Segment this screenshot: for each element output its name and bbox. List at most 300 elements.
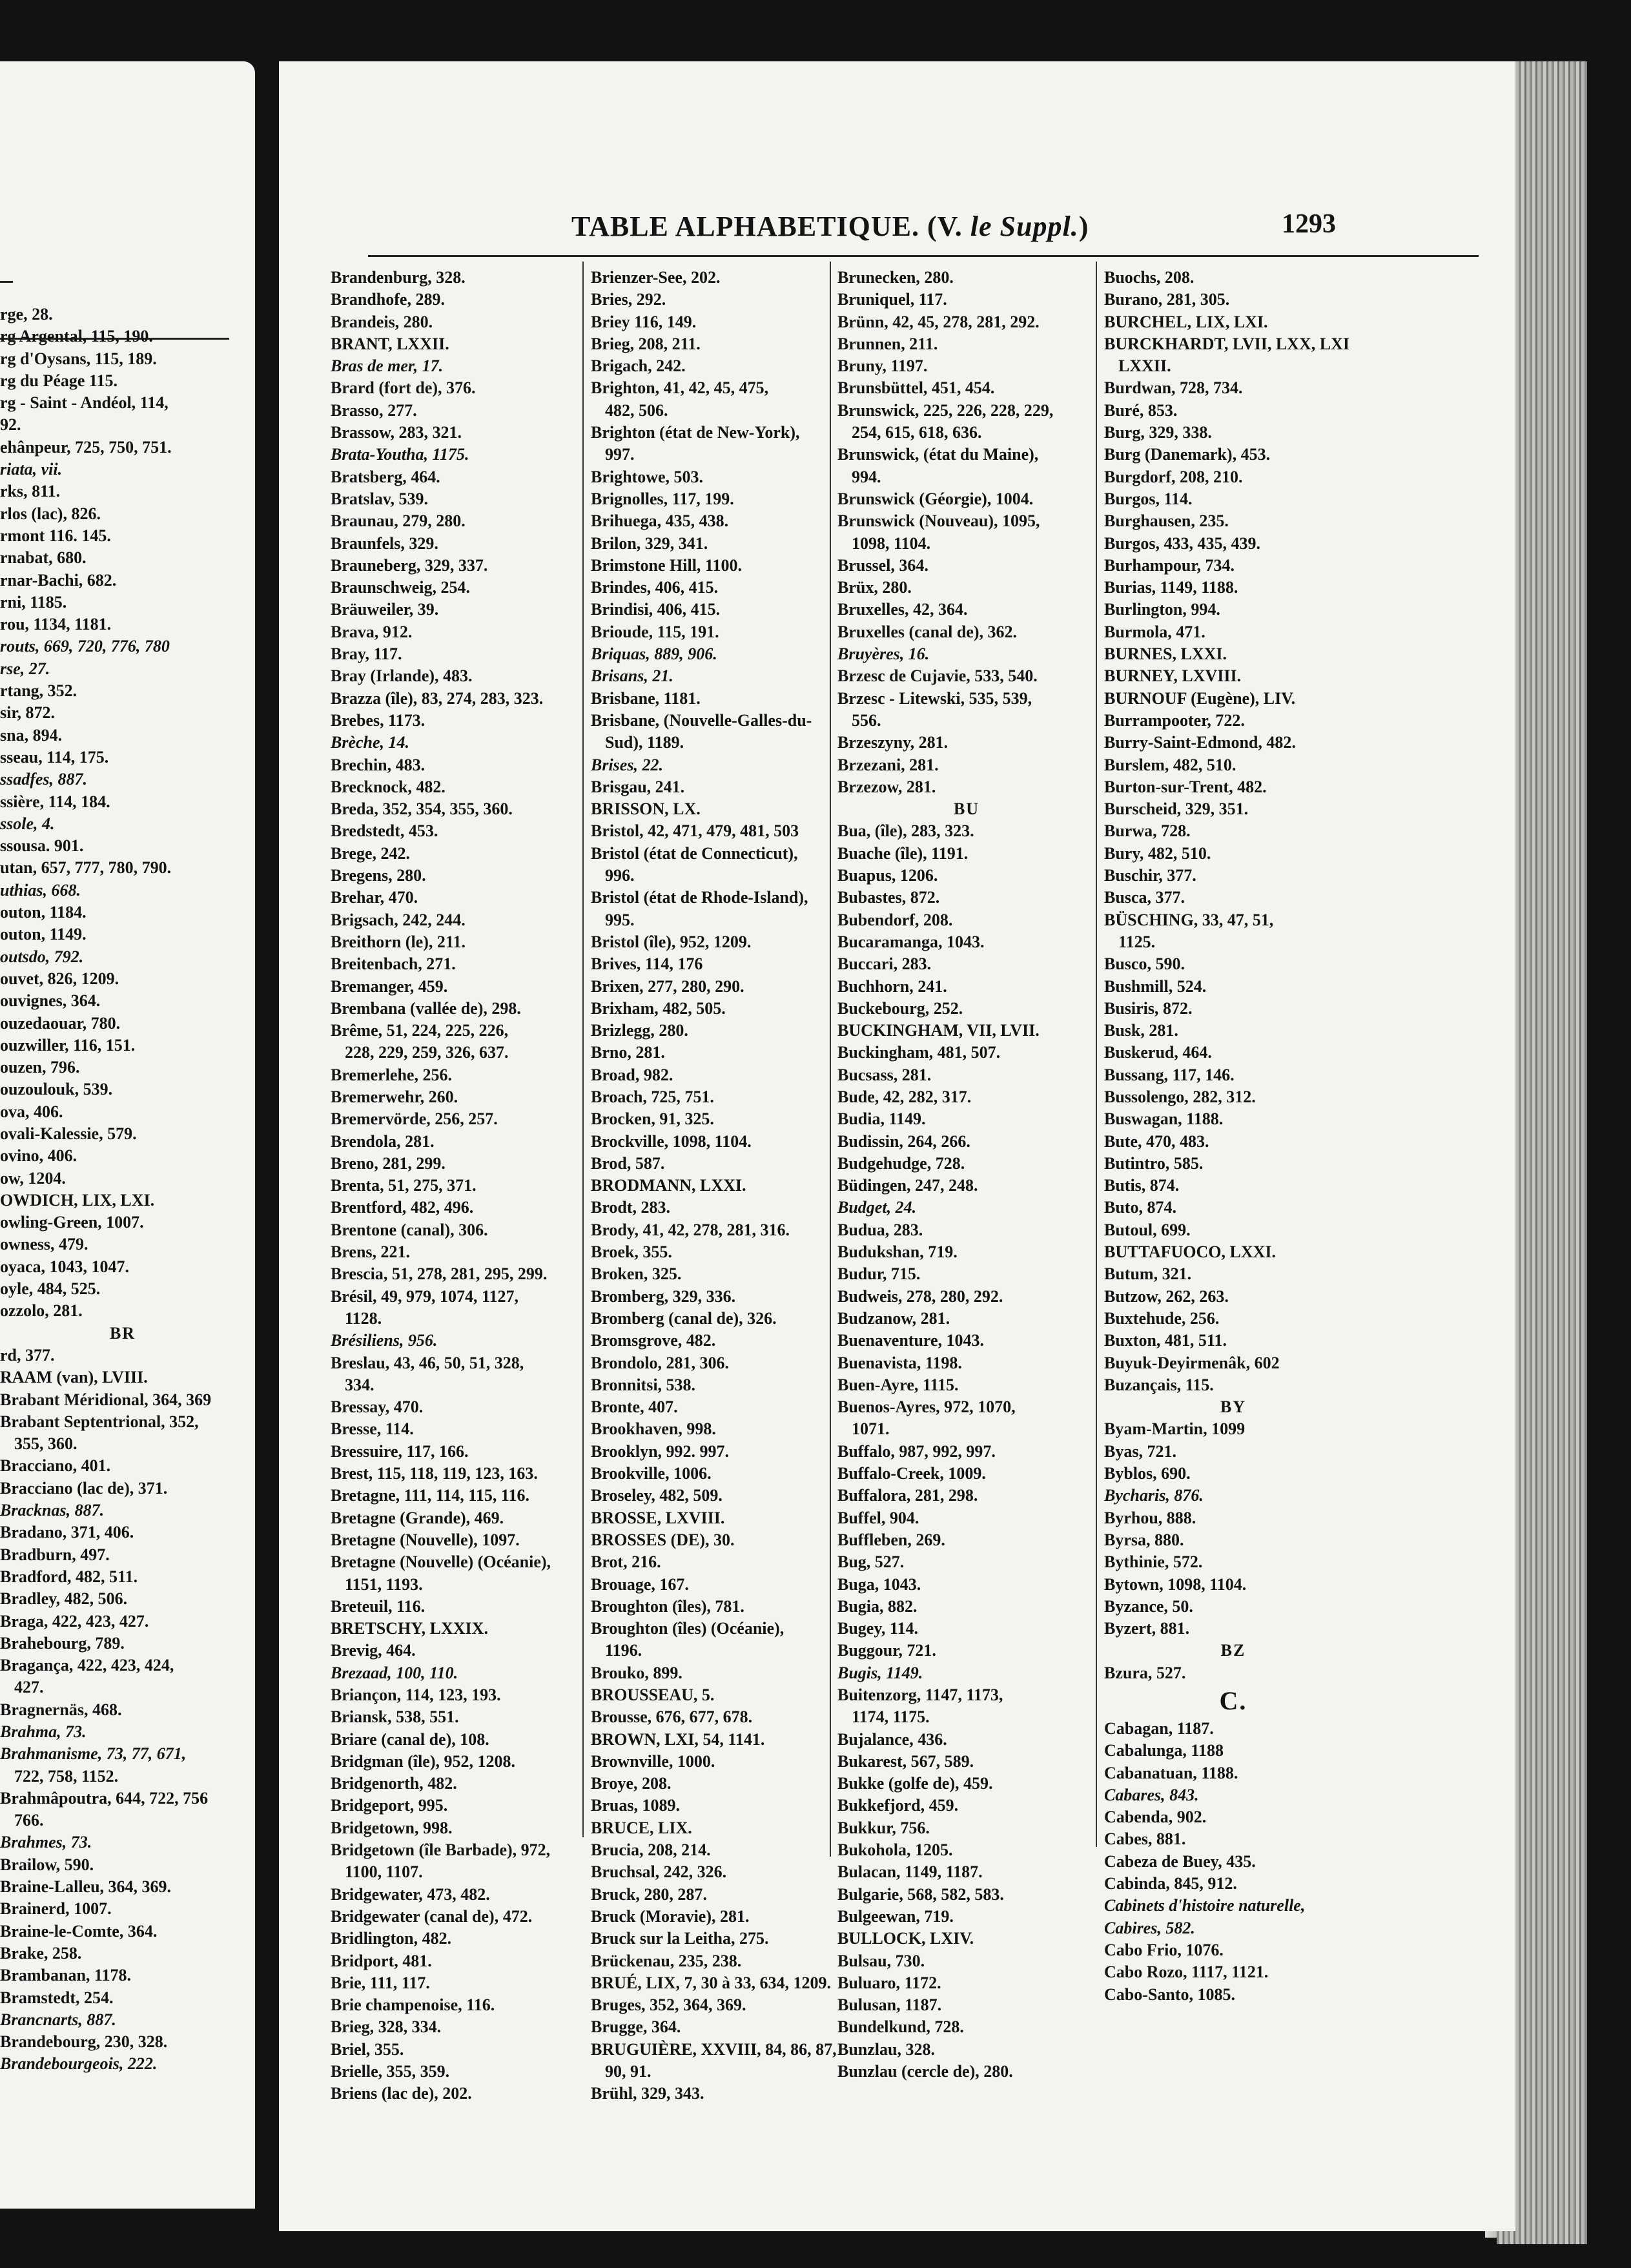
index-entry: Brendola, 281. [331, 1131, 435, 1151]
section-letter-heading: BU [953, 799, 980, 819]
index-entry: sir, 872. [0, 703, 55, 723]
index-entry: BUTTAFUOCO, LXXI. [1104, 1242, 1277, 1262]
index-entry: Bromberg (canal de), 326. [591, 1308, 777, 1328]
left-page [0, 61, 255, 2209]
index-entry: ova, 406. [0, 1102, 63, 1121]
index-entry: Bulgarie, 568, 582, 583. [837, 1884, 1004, 1904]
index-entry: Buxton, 481, 511. [1104, 1331, 1227, 1350]
index-entry: Bretagne (Grande), 469. [331, 1508, 504, 1527]
index-entry: Bugis, 1149. [837, 1663, 923, 1682]
index-entry: 995. [605, 910, 635, 929]
index-entry: BRUÉ, LIX, 7, 30 à 33, 634, 1209. [591, 1973, 831, 1992]
index-entry: Brest, 115, 118, 119, 123, 163. [331, 1464, 538, 1483]
index-entry: Cabes, 881. [1104, 1830, 1186, 1849]
index-entry: Burscheid, 329, 351. [1104, 799, 1249, 819]
index-entry: Brouko, 899. [591, 1663, 682, 1682]
index-entry: ehânpeur, 725, 750, 751. [0, 437, 172, 457]
section-letter-heading: BY [1220, 1397, 1247, 1417]
index-entry: Bruxelles (canal de), 362. [837, 622, 1018, 641]
index-entry: Brzesc - Litewski, 535, 539, [837, 688, 1032, 708]
index-entry: Broken, 325. [591, 1264, 682, 1284]
index-entry: Bremervörde, 256, 257. [331, 1109, 498, 1129]
index-entry: Brunecken, 280. [837, 268, 954, 287]
index-entry: Burias, 1149, 1188. [1104, 578, 1238, 597]
index-entry: Bradburn, 497. [0, 1545, 110, 1564]
index-entry: Bretagne, 111, 114, 115, 116. [331, 1486, 529, 1505]
index-entry: Brouage, 167. [591, 1574, 689, 1594]
index-entry: Bracciano (lac de), 371. [0, 1478, 168, 1498]
index-entry: Bredstedt, 453. [331, 821, 438, 841]
index-entry: Brühl, 329, 343. [591, 2084, 704, 2103]
index-entry: Brixen, 277, 280, 290. [591, 976, 744, 996]
index-entry: Brighton (état de New-York), [591, 423, 800, 442]
index-entry: Brousse, 676, 677, 678. [591, 1707, 753, 1727]
index-entry: Brake, 258. [0, 1943, 82, 1963]
index-entry: Bushmill, 524. [1104, 976, 1207, 996]
index-entry: BURCHEL, LIX, LXI. [1104, 312, 1268, 331]
index-entry: Bresse, 114. [331, 1419, 414, 1439]
index-entry: Breithorn (le), 211. [331, 932, 466, 951]
index-entry: sseau, 114, 175. [0, 747, 109, 767]
index-entry: Burgdorf, 208, 210. [1104, 467, 1243, 486]
index-entry: Brata-Youtha, 1175. [331, 445, 469, 464]
index-entry: Brandeis, 280. [331, 312, 433, 331]
index-entry: Cabo Rozo, 1117, 1121. [1104, 1963, 1269, 1982]
index-entry: Burton-sur-Trent, 482. [1104, 777, 1267, 796]
index-entry: Bruxelles, 42, 364. [837, 600, 968, 619]
index-entry: BROUSSEAU, 5. [591, 1686, 715, 1704]
index-entry: Braine-Lalleu, 364, 369. [0, 1877, 172, 1897]
index-entry: Cabanatuan, 1188. [1104, 1763, 1238, 1782]
index-entry: Bregens, 280. [331, 866, 426, 885]
index-entry: LXXII. [1118, 356, 1171, 376]
index-entry: BRISSON, LX. [591, 799, 701, 819]
index-entry: Briansk, 538, 551. [331, 1707, 459, 1727]
index-entry: Brigach, 242. [591, 356, 686, 376]
index-entry: Busk, 281. [1104, 1021, 1178, 1040]
index-entry: Bragança, 422, 423, 424, [0, 1656, 174, 1675]
index-entry: BURNEY, LXVIII. [1104, 666, 1242, 686]
index-entry: Buffalo-Creek, 1009. [837, 1464, 986, 1483]
index-entry: outsdo, 792. [0, 947, 84, 966]
index-entry: Bristol (île), 952, 1209. [591, 932, 752, 951]
index-entry: Bridgeport, 995. [331, 1796, 448, 1815]
index-entry: rg du Péage 115. [0, 371, 118, 390]
index-entry: Bute, 470, 483. [1104, 1131, 1209, 1151]
index-entry: Bressuire, 117, 166. [331, 1441, 469, 1461]
index-entry: Brisbane, 1181. [591, 688, 701, 708]
index-entry: Brainerd, 1007. [0, 1899, 112, 1919]
index-entry: Brugge, 364. [591, 2017, 681, 2037]
index-entry: Buluaro, 1172. [837, 1973, 941, 1992]
index-entry: Brilon, 329, 341. [591, 533, 708, 553]
left-page-column [0, 304, 245, 2076]
index-entry: Bridgewater, 473, 482. [331, 1884, 490, 1904]
header-rule [368, 255, 1479, 257]
index-entry: Burg, 329, 338. [1104, 423, 1212, 442]
index-entry: utan, 657, 777, 780, 790. [0, 858, 172, 878]
index-entry: Bulgeewan, 719. [837, 1906, 954, 1926]
index-entry: Brightowe, 503. [591, 467, 704, 486]
index-entry: Bruny, 1197. [837, 356, 928, 376]
index-entry: Bruck (Moravie), 281. [591, 1906, 750, 1926]
index-entry: 997. [605, 445, 635, 464]
index-entry: Brooklyn, 992. 997. [591, 1441, 730, 1461]
index-entry: Buchhorn, 241. [837, 976, 947, 996]
index-entry: Cabinda, 845, 912. [1104, 1874, 1237, 1893]
index-entry: Cabo Frio, 1076. [1104, 1940, 1224, 1959]
index-entry: BRANT, LXXII. [331, 334, 449, 353]
index-entry: Briens (lac de), 202. [331, 2084, 472, 2103]
index-entry: Brückenau, 235, 238. [591, 1951, 742, 1970]
index-entry: Brard (fort de), 376. [331, 378, 476, 398]
index-entry: rks, 811. [0, 482, 61, 501]
index-entry: Buenos-Ayres, 972, 1070, [837, 1397, 1016, 1417]
column-divider [1096, 262, 1097, 1847]
index-entry: Brunswick (Géorgie), 1004. [837, 489, 1034, 508]
index-entry: Breno, 281, 299. [331, 1153, 446, 1173]
index-entry: Broughton (îles) (Océanie), [591, 1619, 785, 1638]
index-entry: Brechin, 483. [331, 755, 426, 774]
index-entry: Burdwan, 728, 734. [1104, 378, 1243, 398]
index-entry: Buache (île), 1191. [837, 843, 969, 863]
index-entry: sna, 894. [0, 725, 63, 745]
index-entry: Burgos, 114. [1104, 489, 1193, 508]
index-entry: Brighton, 41, 42, 45, 475, [591, 378, 769, 398]
index-entry: Broek, 355. [591, 1242, 672, 1262]
index-entry: Sud), 1189. [605, 733, 684, 752]
index-entry: ssière, 114, 184. [0, 792, 110, 811]
index-entry: BÜSCHING, 33, 47, 51, [1104, 910, 1274, 929]
index-entry: Brahmes, 73. [0, 1833, 92, 1852]
index-entry: Brahmanisme, 73, 77, 671, [0, 1744, 187, 1764]
index-entry: Brens, 221. [331, 1242, 411, 1262]
index-entry: Buga, 1043. [837, 1574, 921, 1594]
index-entry: Brives, 114, 176 [591, 954, 703, 974]
index-entry: Burlington, 994. [1104, 600, 1220, 619]
index-entry: Byrsa, 880. [1104, 1530, 1184, 1549]
index-entry: rg - Saint - Andéol, 114, [0, 393, 169, 413]
index-entry: Brazza (île), 83, 274, 283, 323. [331, 688, 544, 708]
index-entry: Brignolles, 117, 199. [591, 489, 734, 508]
index-entry: Briançon, 114, 123, 193. [331, 1686, 501, 1704]
index-entry: Buschir, 377. [1104, 866, 1196, 885]
index-entry: Bristol, 42, 471, 479, 481, 503 [591, 821, 799, 841]
index-entry: ouvignes, 364. [0, 991, 101, 1011]
index-entry: 427. [14, 1678, 44, 1697]
index-entry: Brody, 41, 42, 278, 281, 316. [591, 1220, 790, 1239]
index-entry: Briey 116, 149. [591, 312, 697, 331]
index-entry: owness, 479. [0, 1235, 88, 1254]
index-entry: Brihuega, 435, 438. [591, 511, 729, 531]
index-entry: Brunswick (Nouveau), 1095, [837, 511, 1040, 531]
index-entry: Brieg, 208, 211. [591, 334, 701, 353]
index-entry: Bukohola, 1205. [837, 1840, 953, 1860]
index-entry: Bury, 482, 510. [1104, 843, 1211, 863]
index-entry: Bukarest, 567, 589. [837, 1751, 974, 1771]
index-entry: Brunswick, 225, 226, 228, 229, [837, 400, 1054, 420]
running-head-title: TABLE ALPHABETIQUE. [571, 211, 919, 242]
index-entry: rge, 28. [0, 305, 53, 324]
index-entry: Burrampooter, 722. [1104, 710, 1245, 730]
index-entry: Bulusan, 1187. [837, 1995, 942, 2015]
index-entry: owling-Green, 1007. [0, 1213, 144, 1232]
index-entry: BROSSES (DE), 30. [591, 1530, 735, 1549]
index-entry: BRUCE, LIX. [591, 1818, 692, 1837]
index-entry: ouzedaouar, 780. [0, 1013, 121, 1033]
index-entry: Buzançais, 115. [1104, 1375, 1214, 1394]
index-entry: 994. [852, 467, 881, 486]
index-entry: Buochs, 208. [1104, 268, 1195, 287]
index-entry: Bussolengo, 282, 312. [1104, 1087, 1256, 1106]
running-head [571, 210, 1089, 243]
index-entry: Buckingham, 481, 507. [837, 1043, 1001, 1062]
index-entry: rnabat, 680. [0, 548, 87, 568]
index-entry: Bycharis, 876. [1104, 1486, 1204, 1505]
index-entry: BURCKHARDT, LVII, LXX, LXI [1104, 334, 1349, 353]
index-entry: Briare (canal de), 108. [331, 1729, 489, 1749]
index-entry: Budua, 283. [837, 1220, 923, 1239]
index-entry: Buswagan, 1188. [1104, 1109, 1224, 1129]
index-entry: Brambanan, 1178. [0, 1966, 131, 1985]
index-entry: Cabares, 843. [1104, 1785, 1199, 1804]
index-entry: Butum, 321. [1104, 1264, 1192, 1284]
index-entry: Brussel, 364. [837, 555, 928, 575]
index-entry: Bressay, 470. [331, 1397, 424, 1417]
index-entry: Brecknock, 482. [331, 777, 446, 796]
index-entry: Brembana (vallée de), 298. [331, 998, 521, 1018]
index-entry: Bujalance, 436. [837, 1729, 947, 1749]
page-number: 1293 [1282, 209, 1336, 239]
index-entry: Buitenzorg, 1147, 1173, [837, 1686, 1003, 1704]
index-entry: Brauneberg, 329, 337. [331, 555, 488, 575]
index-entry: Burwa, 728. [1104, 821, 1191, 841]
index-entry: Bruck, 280, 287. [591, 1884, 707, 1904]
index-entry: Bukkefjord, 459. [837, 1796, 959, 1815]
index-entry: Budia, 1149. [837, 1109, 926, 1129]
index-entry: Byblos, 690. [1104, 1464, 1191, 1483]
index-entry: Braga, 422, 423, 427. [0, 1611, 149, 1631]
index-column-3 [837, 267, 1096, 2083]
index-entry: rg Argental, 115, 190. [0, 327, 153, 346]
index-entry: 334. [345, 1375, 374, 1394]
index-entry: Briel, 355. [331, 2039, 404, 2059]
index-entry: 766. [14, 1811, 44, 1830]
index-entry: Bude, 42, 282, 317. [837, 1087, 972, 1106]
index-entry: ouzwiller, 116, 151. [0, 1035, 136, 1055]
index-entry: Brucia, 208, 214. [591, 1840, 711, 1860]
index-entry: Brizlegg, 280. [591, 1021, 688, 1040]
index-entry: Bremerwehr, 260. [331, 1087, 458, 1106]
index-entry: Burgos, 433, 435, 439. [1104, 533, 1260, 553]
index-entry: Buffalora, 281, 298. [837, 1486, 978, 1505]
index-column-1 [331, 267, 589, 2105]
index-entry: Brasso, 277. [331, 400, 417, 420]
index-entry: Briquas, 889, 906. [591, 644, 717, 664]
index-entry: Burg (Danemark), 453. [1104, 445, 1271, 464]
index-entry: Bubendorf, 208. [837, 910, 953, 929]
index-entry: 1098, 1104. [852, 533, 931, 553]
index-entry: Broughton (îles), 781. [591, 1596, 744, 1616]
index-entry: Cabenda, 902. [1104, 1808, 1207, 1827]
index-entry: Brahebourg, 789. [0, 1633, 125, 1653]
index-entry: riata, vii. [0, 460, 63, 479]
index-entry: Braunau, 279, 280. [331, 511, 466, 531]
index-entry: Cabeza de Buey, 435. [1104, 1851, 1256, 1871]
index-entry: Bukkur, 756. [837, 1818, 930, 1837]
index-entry: Brises, 22. [591, 755, 663, 774]
index-entry: Bridgetown (île Barbade), 972, [331, 1840, 551, 1860]
index-entry: Brèche, 14. [331, 733, 410, 752]
index-entry: Budzanow, 281. [837, 1308, 950, 1328]
index-entry: Büdingen, 247, 248. [837, 1176, 978, 1195]
index-entry: 1125. [1118, 932, 1156, 951]
index-entry: Bradford, 482, 511. [0, 1567, 138, 1586]
index-entry: Burslem, 482, 510. [1104, 755, 1236, 774]
index-entry: BURNES, LXXI. [1104, 644, 1227, 664]
index-entry: Broach, 725, 751. [591, 1087, 714, 1106]
index-entry: rse, 27. [0, 659, 50, 678]
index-entry: rmont 116. 145. [0, 526, 111, 545]
index-entry: Brandhofe, 289. [331, 290, 445, 309]
index-entry: Brésil, 49, 979, 1074, 1127, [331, 1286, 519, 1306]
index-entry: Cabagan, 1187. [1104, 1719, 1214, 1738]
index-entry: Bytown, 1098, 1104. [1104, 1574, 1247, 1594]
index-entry: Brot, 216. [591, 1552, 661, 1572]
index-entry: Bräuweiler, 39. [331, 600, 439, 619]
index-entry: OWDICH, LIX, LXI. [0, 1190, 155, 1210]
index-entry: 92. [0, 415, 21, 435]
index-entry: Busco, 590. [1104, 954, 1185, 974]
index-entry: outon, 1184. [0, 903, 87, 922]
left-page-rule-top [0, 281, 13, 283]
index-entry: Buskerud, 464. [1104, 1043, 1212, 1062]
index-entry: Burry-Saint-Edmond, 482. [1104, 733, 1296, 752]
index-entry: Budukshan, 719. [837, 1242, 958, 1262]
index-entry: Bratslav, 539. [331, 489, 428, 508]
index-entry: Broad, 982. [591, 1065, 673, 1084]
index-entry: Bridgman (île), 952, 1208. [331, 1751, 515, 1771]
index-entry: Bucaramanga, 1043. [837, 932, 985, 951]
index-entry: Byzert, 881. [1104, 1619, 1190, 1638]
index-entry: 722, 758, 1152. [14, 1766, 119, 1786]
index-entry: Buto, 874. [1104, 1198, 1176, 1217]
index-entry: routs, 669, 720, 776, 780 [0, 637, 170, 656]
section-letter-heading: BZ [1220, 1641, 1246, 1660]
index-entry: Bremerlehe, 256. [331, 1065, 452, 1084]
index-entry: Burghausen, 235. [1104, 511, 1229, 531]
index-entry: Bromberg, 329, 336. [591, 1286, 736, 1306]
index-entry: Buggour, 721. [837, 1641, 936, 1660]
index-entry: Bracknas, 887. [0, 1501, 105, 1520]
index-entry: Brookhaven, 998. [591, 1419, 716, 1439]
index-entry: Bramstedt, 254. [0, 1988, 114, 2007]
section-letter-heading: C. [1219, 1686, 1247, 1715]
index-entry: BROWN, LXI, 54, 1141. [591, 1729, 765, 1749]
index-entry: Brandebourg, 230, 328. [0, 2032, 168, 2052]
index-entry: Bruges, 352, 364, 369. [591, 1995, 746, 2015]
index-entry: Buckebourg, 252. [837, 998, 963, 1018]
index-entry: Breslau, 43, 46, 50, 51, 328, [331, 1353, 524, 1372]
index-entry: ouzoulouk, 539. [0, 1080, 113, 1099]
index-entry: Bragnernäs, 468. [0, 1700, 122, 1719]
index-entry: oyle, 484, 525. [0, 1279, 101, 1299]
index-entry: Bristol (état de Connecticut), [591, 843, 798, 863]
index-entry: 355, 360. [14, 1434, 77, 1454]
index-entry: Bridgewater (canal de), 472. [331, 1906, 533, 1926]
index-entry: Brescia, 51, 278, 281, 295, 299. [331, 1264, 548, 1284]
index-entry: Brieg, 328, 334. [331, 2017, 442, 2037]
index-entry: Brabant Septentrional, 352, [0, 1412, 199, 1431]
index-entry: Brailow, 590. [0, 1855, 94, 1874]
index-entry: Butoul, 699. [1104, 1220, 1191, 1239]
index-entry: Broye, 208. [591, 1774, 672, 1793]
index-entry: Butis, 874. [1104, 1176, 1180, 1195]
index-entry: Bretagne (Nouvelle), 1097. [331, 1530, 520, 1549]
index-entry: Bruas, 1089. [591, 1796, 680, 1815]
index-entry: BURNOUF (Eugène), LIV. [1104, 688, 1296, 708]
index-entry: 1128. [345, 1308, 382, 1328]
index-entry: Bristol (état de Rhode-Island), [591, 888, 808, 907]
index-entry: Buffleben, 269. [837, 1530, 945, 1549]
index-entry: Bratsberg, 464. [331, 467, 440, 486]
index-entry: Brigsach, 242, 244. [331, 910, 466, 929]
index-entry: Butintro, 585. [1104, 1153, 1204, 1173]
index-entry: ssousa. 901. [0, 836, 84, 856]
index-entry: ssole, 4. [0, 814, 55, 833]
index-entry: rni, 1185. [0, 592, 67, 612]
index-entry: Byam-Martin, 1099 [1104, 1419, 1246, 1439]
index-entry: Bromsgrove, 482. [591, 1331, 716, 1350]
index-entry: Bruyères, 16. [837, 644, 930, 664]
index-entry: Bridgenorth, 482. [331, 1774, 457, 1793]
index-entry: Brocken, 91, 325. [591, 1109, 714, 1129]
index-entry: Brisgau, 241. [591, 777, 685, 796]
index-entry: Buré, 853. [1104, 400, 1178, 420]
index-entry: Brahma, 73. [0, 1722, 87, 1741]
index-entry: BROSSE, LXVIII. [591, 1508, 725, 1527]
index-entry: 996. [605, 866, 635, 885]
index-entry: Bruniquel, 117. [837, 290, 947, 309]
index-entry: RAAM (van), LVIII. [0, 1368, 148, 1387]
index-entry: Bugey, 114. [837, 1619, 918, 1638]
running-head-subtitle-italic: le Suppl. [970, 211, 1079, 242]
index-entry: Byrhou, 888. [1104, 1508, 1196, 1527]
index-entry: Brevig, 464. [331, 1641, 416, 1660]
index-entry: Budur, 715. [837, 1264, 921, 1284]
index-entry: Brentone (canal), 306. [331, 1220, 488, 1239]
index-entry: Bucsass, 281. [837, 1065, 932, 1084]
index-entry: Brzeszyny, 281. [837, 733, 949, 752]
index-entry: Cabalunga, 1188 [1104, 1741, 1224, 1760]
index-entry: Bulsau, 730. [837, 1951, 925, 1970]
index-entry: Bussang, 117, 146. [1104, 1065, 1235, 1084]
index-entry: Brunsbüttel, 451, 454. [837, 378, 995, 398]
index-entry: Brno, 281. [591, 1043, 665, 1062]
index-entry: Brehar, 470. [331, 888, 418, 907]
index-entry: 1196. [605, 1641, 642, 1660]
index-entry: outon, 1149. [0, 925, 87, 944]
index-entry: Brockville, 1098, 1104. [591, 1131, 752, 1151]
index-entry: Budget, 24. [837, 1198, 917, 1217]
index-entry: Brownville, 1000. [591, 1751, 715, 1771]
index-entry: Bundelkund, 728. [837, 2017, 964, 2037]
index-entry: Brancnarts, 887. [0, 2010, 116, 2029]
index-entry: oyaca, 1043, 1047. [0, 1257, 130, 1276]
index-entry: Butzow, 262, 263. [1104, 1286, 1229, 1306]
index-entry: Byzance, 50. [1104, 1596, 1193, 1616]
index-entry: Budgehudge, 728. [837, 1153, 965, 1173]
